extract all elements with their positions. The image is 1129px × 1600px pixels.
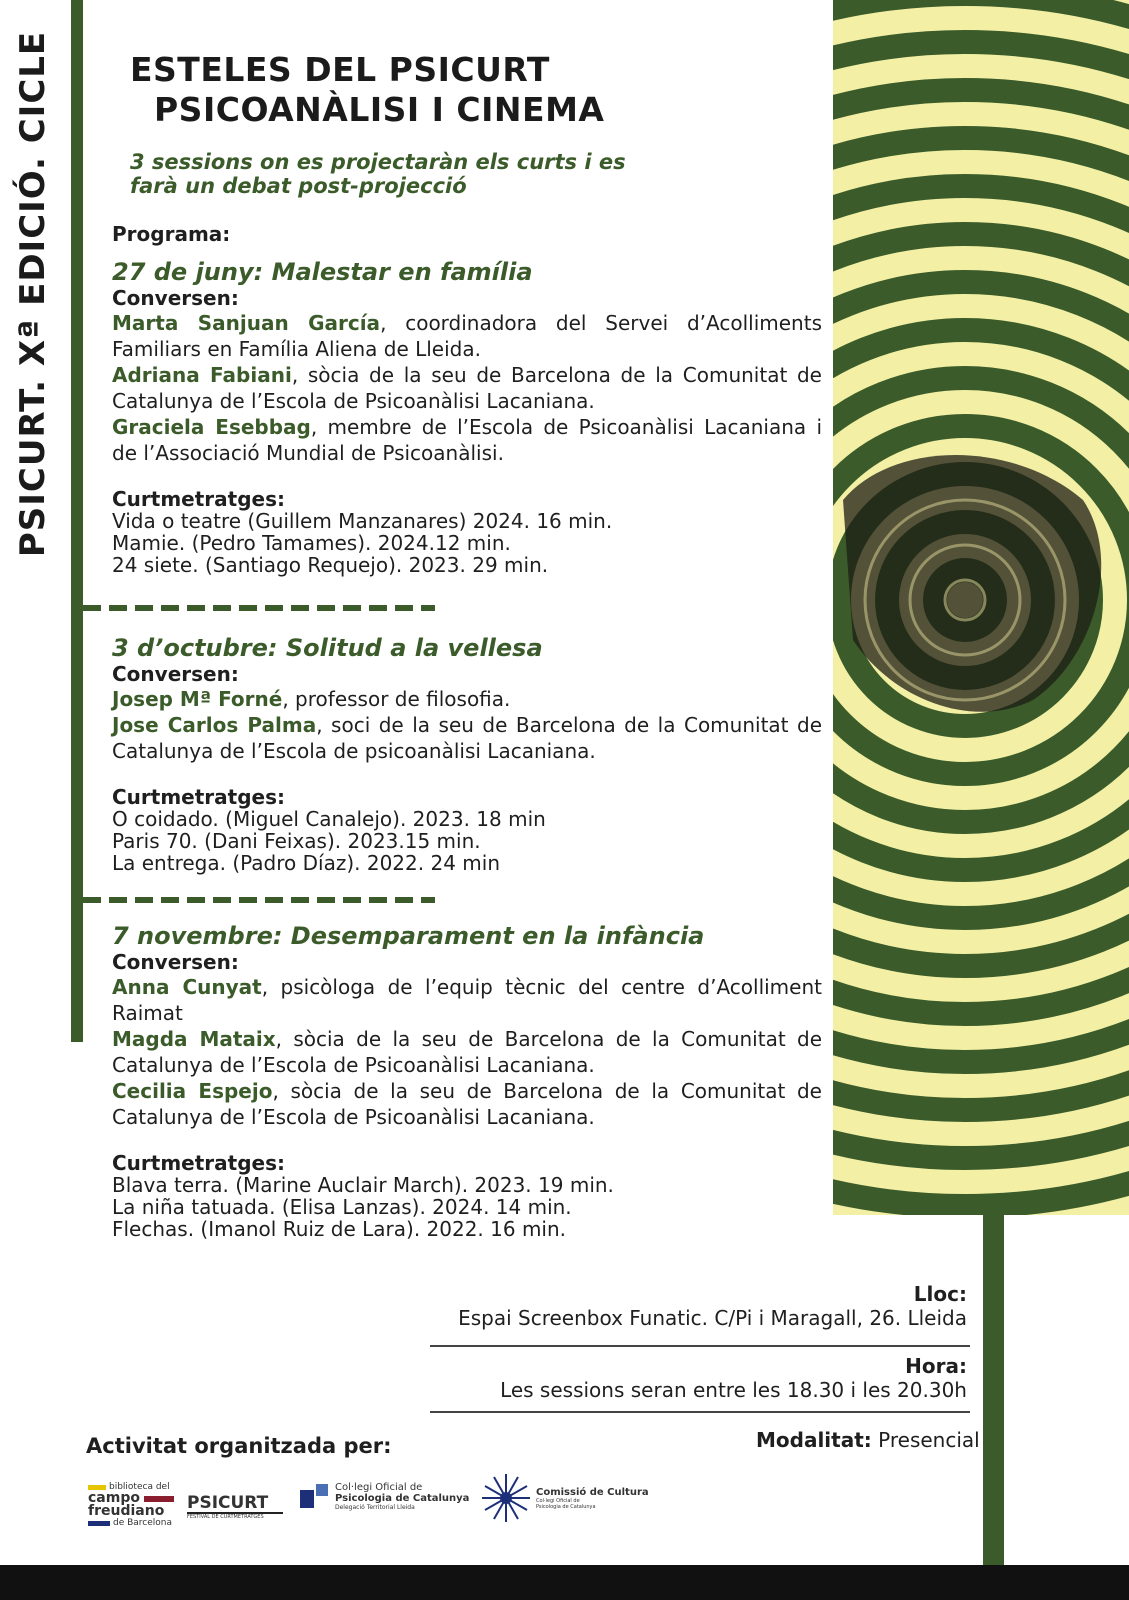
logo-campo-l1: campo (88, 1490, 140, 1506)
lloc-block (458, 1282, 967, 1330)
speaker-desc: , professor de filosofia. (282, 687, 511, 711)
session-heading: 27 de juny: Malestar en família (112, 258, 533, 286)
speaker-name: Josep Mª Forné (112, 687, 283, 711)
logo-campo-bottom: de Barcelona (113, 1518, 173, 1528)
film-item: Vida o teatre (Guillem Manzanares) 2024. 16 min. (112, 509, 613, 533)
speaker-name: Adriana Fabiani (112, 363, 292, 387)
hora-block (500, 1354, 967, 1402)
curtmetratges-label: Curtmetratges: (112, 1151, 286, 1175)
film-item: Blava terra. (Marine Auclair March). 2023. 19 min. (112, 1173, 614, 1197)
hora-value: Les sessions seran entre les 18.30 i les 20.30h (500, 1378, 967, 1402)
films-block (112, 786, 822, 874)
hora-label: Hora: (905, 1354, 967, 1378)
speaker-desc: , psicòloga de l’equip tècnic del centre d’Acolliment Raimat (112, 975, 822, 1025)
speaker-name: Anna Cunyat (112, 975, 262, 999)
speaker-name: Cecilia Espejo (112, 1079, 273, 1103)
curtmetratges-label: Curtmetratges: (112, 785, 286, 809)
section-divider (83, 897, 435, 903)
logo-comissio-l2: Col·legi Oficial de (536, 1497, 580, 1504)
speaker-name: Graciela Esebbag (112, 415, 311, 439)
bottom-black-bar (0, 1565, 1129, 1600)
modalitat (756, 1428, 980, 1452)
spiral-stem (983, 1215, 1004, 1565)
speaker-desc: , coordinadora del Servei d’Acolliments Familiars en Família Aliena de Lleida. (112, 311, 822, 361)
logo-copc-l3: Delegació Territorial Lleida (335, 1504, 415, 1511)
section-divider (83, 605, 435, 611)
subtitle-line-2: farà un debat post-projecció (130, 174, 467, 198)
film-item: Flechas. (Imanol Ruiz de Lara). 2022. 16 min. (112, 1217, 567, 1241)
speaker-desc: , sòcia de la seu de Barcelona de la Comunitat de Catalunya de l’Escola de Psicoanàlisi Lacaniana. (112, 1079, 822, 1129)
copc-emblem-icon (300, 1482, 330, 1510)
film-item: La niña tatuada. (Elisa Lanzas). 2024. 14 min. (112, 1195, 572, 1219)
film-item: La entrega. (Padro Díaz). 2022. 24 min (112, 851, 500, 875)
logo-psicurt-name: PSICURT (187, 1494, 283, 1514)
session-heading: 3 d’octubre: Solitud a la vellesa (112, 634, 543, 662)
campo-freudiano-logo (88, 1482, 180, 1528)
session-1 (112, 258, 822, 576)
logo-comissio-l1: Comissió de Cultura (536, 1486, 649, 1498)
spiral-artwork (833, 0, 1129, 1215)
curtmetratges-label: Curtmetratges: (112, 487, 286, 511)
speaker (112, 362, 822, 414)
session-heading: 7 novembre: Desemparament en la infància (112, 922, 705, 950)
logo-copc-l1: Col·legi Oficial de (335, 1482, 423, 1493)
speaker (112, 712, 822, 764)
speaker (112, 1078, 822, 1130)
session-3 (112, 922, 822, 1240)
programa-label: Programa: (112, 222, 231, 246)
speaker (112, 686, 822, 712)
logo-campo-top: biblioteca del (109, 1482, 170, 1492)
logo-comissio-l3: Psicologia de Catalunya (536, 1503, 596, 1510)
left-accent-bar (71, 0, 83, 1042)
speaker (112, 1026, 822, 1078)
lloc-value: Espai Screenbox Funatic. C/Pi i Maragall, 26. Lleida (458, 1306, 967, 1330)
lloc-label: Lloc: (913, 1282, 967, 1306)
divider-line (430, 1345, 970, 1347)
psicurt-logo (187, 1494, 283, 1520)
speaker-desc: , sòcia de la seu de Barcelona de la Comunitat de Catalunya de l’Escola de Psicoanàlisi Lacaniana. (112, 363, 822, 413)
speaker-name: Magda Mataix (112, 1027, 276, 1051)
vertical-title-text: PSICURT. Xª EDICIÓ. CICLE (13, 30, 53, 558)
speaker-desc: , soci de la seu de Barcelona de la Comunitat de Catalunya de l’Escola de psicoanàlisi Lacaniana. (112, 713, 822, 763)
conversen-label: Conversen: (112, 662, 239, 686)
divider-line (430, 1411, 970, 1413)
title-line-1: ESTELES DEL PSICURT (130, 50, 550, 89)
comissio-cultura-logo (480, 1472, 650, 1524)
modalitat-label: Modalitat: (756, 1428, 872, 1452)
film-item: Mamie. (Pedro Tamames). 2024.12 min. (112, 531, 511, 555)
vertical-title (2, 14, 64, 574)
logo-copc-l2: Psicologia de Catalunya (335, 1493, 470, 1504)
speaker (112, 310, 822, 362)
speaker-name: Marta Sanjuan García (112, 311, 381, 335)
sunburst-icon (480, 1472, 532, 1524)
copc-logo (300, 1482, 480, 1511)
speaker-desc: , sòcia de la seu de Barcelona de la Comunitat de Catalunya de l’Escola de Psicoanàlisi Lacaniana. (112, 1027, 822, 1077)
poster-title (130, 50, 604, 130)
subtitle-line-1: 3 sessions on es projectaràn els curts i es (130, 150, 626, 174)
film-item: Paris 70. (Dani Feixas). 2023.15 min. (112, 829, 481, 853)
modalitat-value: Presencial (878, 1428, 980, 1452)
organized-by-label: Activitat organitzada per: (86, 1434, 392, 1458)
logo-psicurt-tag: FESTIVAL DE CURTMETRATGES (187, 1514, 264, 1520)
speaker-name: Jose Carlos Palma (112, 713, 317, 737)
film-item: O coidado. (Miguel Canalejo). 2023. 18 min (112, 807, 546, 831)
speaker (112, 974, 822, 1026)
conversen-label: Conversen: (112, 286, 239, 310)
title-line-2: PSICOANÀLISI I CINEMA (154, 90, 605, 129)
film-item: 24 siete. (Santiago Requejo). 2023. 29 min. (112, 553, 549, 577)
subtitle (130, 150, 626, 198)
films-block (112, 488, 822, 576)
speaker-desc: , membre de l’Escola de Psicoanàlisi Lacaniana i de l’Associació Mundial de Psicoanàlisi. (112, 415, 822, 465)
speaker (112, 414, 822, 466)
session-2 (112, 634, 822, 874)
films-block (112, 1152, 822, 1240)
conversen-label: Conversen: (112, 950, 239, 974)
logo-campo-l2: freudiano (88, 1503, 165, 1519)
